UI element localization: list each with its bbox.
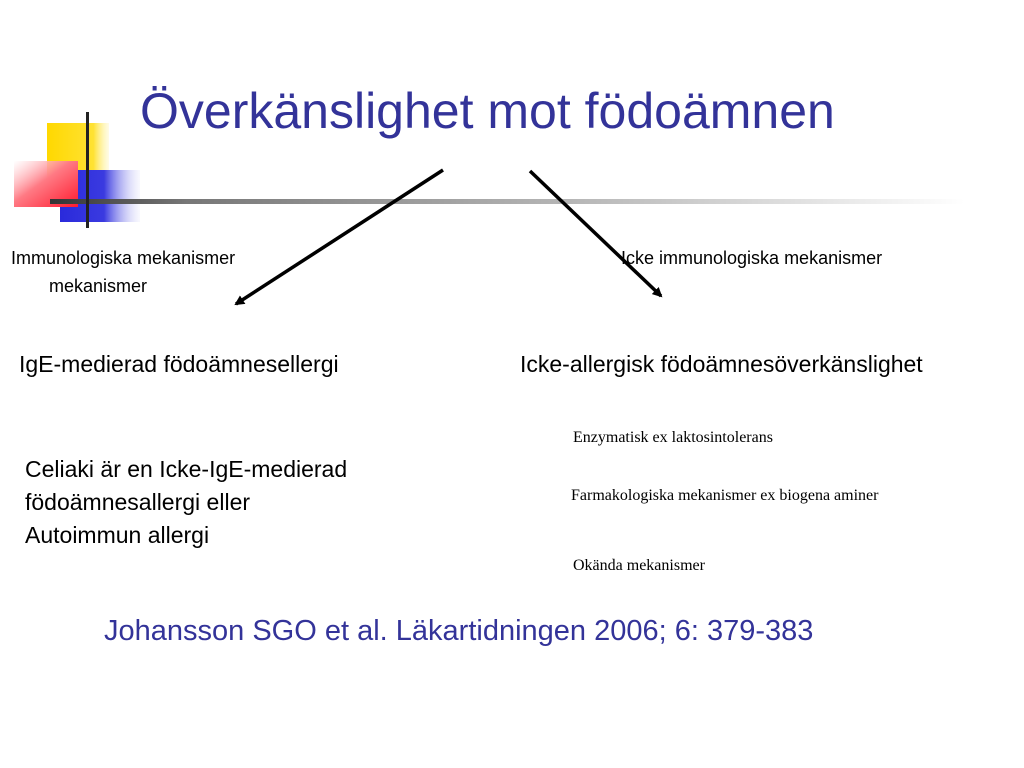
arrow-right [530, 171, 661, 296]
celiaki-note-line: Celiaki är en Icke-IgE-medierad [25, 456, 348, 482]
non-allergic-category: Icke-allergisk födoämnesöverkänslighet [520, 351, 923, 377]
mechanism-enzymatic: Enzymatisk ex laktosintolerans [573, 429, 773, 446]
mechanism-pharmacological: Farmakologiska mekanismer ex biogena aminer [571, 487, 879, 504]
celiaki-note [25, 453, 347, 552]
reference-citation: Johansson SGO et al. Läkartidningen 2006; 6: 379-383 [104, 615, 814, 647]
celiaki-note-line: födoämnesallergi eller [25, 489, 251, 515]
celiaki-note-line: Autoimmun allergi [25, 522, 210, 548]
immunological-label: Immunologiska mekanismer [11, 248, 236, 268]
ige-mediated-category: IgE-medierad födoämnesellergi [19, 351, 339, 377]
slide-title: Överkänslighet mot födoämnen [140, 83, 835, 139]
arrow-left [236, 170, 443, 304]
mechanism-unknown: Okända mekanismer [573, 557, 705, 574]
immunological-label-continuation: mekanismer [49, 276, 148, 296]
non-immunological-label: Icke immunologiska mekanismer [621, 248, 883, 268]
